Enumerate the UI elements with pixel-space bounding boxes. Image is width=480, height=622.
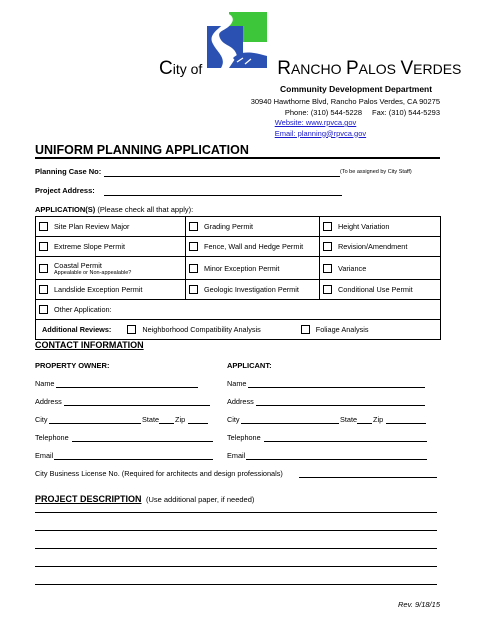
applicant-address-field[interactable] <box>256 405 425 406</box>
applicant-zip-label: Zip <box>373 415 384 424</box>
checkbox-other[interactable] <box>39 305 48 314</box>
city-name: City of RANCHO PALOS VERDES <box>159 58 462 79</box>
applicant-address-label: Address <box>227 397 254 406</box>
applicant-name-field[interactable] <box>248 387 425 388</box>
applicant-email-field[interactable] <box>246 459 427 460</box>
applicant-name-label: Name <box>227 379 247 388</box>
applicant-state-field[interactable] <box>357 423 372 424</box>
applications-table <box>35 216 441 340</box>
fax: Fax: (310) 544-5293 <box>372 107 440 117</box>
page-title: UNIFORM PLANNING APPLICATION <box>35 143 249 157</box>
applicant-zip-field[interactable] <box>386 423 426 424</box>
revision-date: Rev. 9/18/15 <box>398 600 440 609</box>
planning-case-label: Planning Case No: <box>35 167 102 176</box>
option-label: Site Plan Review Major <box>54 222 130 231</box>
description-line[interactable] <box>35 512 437 513</box>
table-row <box>36 237 441 257</box>
checkbox-minor-exception[interactable] <box>189 264 198 273</box>
description-line[interactable] <box>35 566 437 567</box>
checkbox-variance[interactable] <box>323 264 332 273</box>
table-row <box>36 300 441 320</box>
owner-city-label: City <box>35 415 48 424</box>
applicant-city-label: City <box>227 415 240 424</box>
owner-telephone-label: Telephone <box>35 433 69 442</box>
owner-email-field[interactable] <box>54 459 213 460</box>
option-label: Minor Exception Permit <box>204 263 280 273</box>
department-name: Community Development Department <box>280 84 433 94</box>
option-label: Geologic Investigation Permit <box>204 285 299 294</box>
option-label: Revision/Amendment <box>338 242 408 251</box>
owner-address-field[interactable] <box>64 405 210 406</box>
project-address-label: Project Address: <box>35 186 95 195</box>
option-label: Height Variation <box>338 222 390 231</box>
business-license-field[interactable] <box>299 477 437 478</box>
applicant-email-label: Email <box>227 451 246 460</box>
table-row <box>36 280 441 300</box>
additional-reviews-label: Additional Reviews: <box>42 325 112 334</box>
owner-address-label: Address <box>35 397 62 406</box>
applicant-city-field[interactable] <box>241 423 339 424</box>
description-line[interactable] <box>35 548 437 549</box>
checkbox-extreme-slope[interactable] <box>39 242 48 251</box>
checkbox-landslide[interactable] <box>39 285 48 294</box>
option-label: Landslide Exception Permit <box>54 285 143 294</box>
owner-name-label: Name <box>35 379 55 388</box>
applicant-state-label: State <box>340 415 358 424</box>
applicant-telephone-field[interactable] <box>264 441 427 442</box>
table-row <box>36 217 441 237</box>
owner-state-label: State <box>142 415 160 424</box>
checkbox-height-variation[interactable] <box>323 222 332 231</box>
description-line[interactable] <box>35 584 437 585</box>
checkbox-grading[interactable] <box>189 222 198 231</box>
contact-address-block <box>251 97 440 139</box>
owner-zip-field[interactable] <box>188 423 208 424</box>
option-label: Extreme Slope Permit <box>54 242 125 251</box>
owner-city-field[interactable] <box>49 423 141 424</box>
owner-heading: PROPERTY OWNER: <box>35 361 110 370</box>
checkbox-neighborhood-compatibility[interactable] <box>127 325 136 334</box>
option-label: Conditional Use Permit <box>338 285 413 294</box>
checkbox-foliage-analysis[interactable] <box>301 325 310 334</box>
owner-telephone-field[interactable] <box>72 441 213 442</box>
owner-name-field[interactable] <box>56 387 198 388</box>
table-row <box>36 257 441 280</box>
project-address-field[interactable] <box>104 195 342 196</box>
website-link[interactable]: Website: www.rpvca.gov <box>274 118 357 127</box>
email-link[interactable]: Email: planning@rpvca.gov <box>274 128 367 138</box>
planning-case-note: (To be assigned by City Staff) <box>340 169 412 175</box>
option-label: Variance <box>338 263 367 273</box>
option-label: Fence, Wall and Hedge Permit <box>204 242 304 251</box>
option-label: Coastal Permit Appealable or Non-appealable? <box>54 260 132 276</box>
option-label: Foliage Analysis <box>315 325 369 334</box>
checkbox-conditional-use[interactable] <box>323 285 332 294</box>
owner-email-label: Email <box>35 451 54 460</box>
option-label: Grading Permit <box>204 222 254 231</box>
checkbox-coastal[interactable] <box>39 264 48 273</box>
owner-state-field[interactable] <box>159 423 174 424</box>
applications-heading: APPLICATION(S) (Please check all that apply): <box>35 205 194 214</box>
contact-heading: CONTACT INFORMATION <box>35 340 144 350</box>
business-license-label: City Business License No. (Required for architects and design professionals) <box>35 469 283 478</box>
phone: Phone: (310) 544-5228 <box>284 107 363 117</box>
owner-zip-label: Zip <box>175 415 186 424</box>
title-divider <box>35 157 440 159</box>
option-label: Neighborhood Compatibility Analysis <box>142 325 261 334</box>
checkbox-revision[interactable] <box>323 242 332 251</box>
applicant-heading: APPLICANT: <box>227 361 272 370</box>
description-line[interactable] <box>35 530 437 531</box>
checkbox-site-plan[interactable] <box>39 222 48 231</box>
planning-case-field[interactable] <box>104 176 340 177</box>
applicant-telephone-label: Telephone <box>227 433 261 442</box>
checkbox-fence-wall-hedge[interactable] <box>189 242 198 251</box>
street-address: 30940 Hawthorne Blvd, Rancho Palos Verdes, CA 90275 <box>250 97 440 106</box>
project-description-heading: PROJECT DESCRIPTION (Use additional paper, if needed) <box>35 494 255 504</box>
option-label: Other Application: <box>54 305 112 314</box>
table-row <box>36 320 441 340</box>
checkbox-geologic[interactable] <box>189 285 198 294</box>
